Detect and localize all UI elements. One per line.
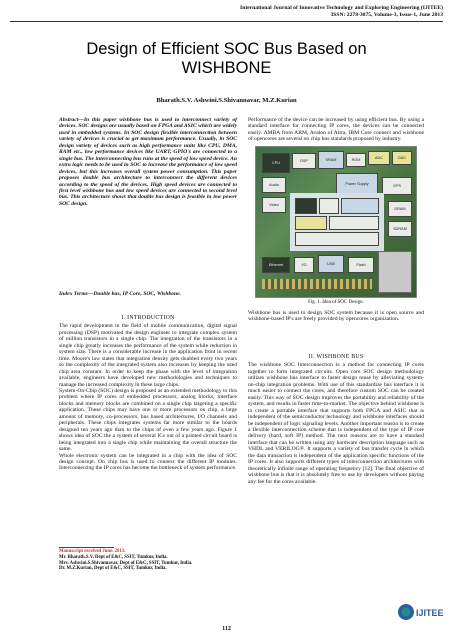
logo-text: IJITEE [416, 608, 444, 618]
author-affiliation-3: Dr. M.Z.Kurian, Dept of E&C, SSIT, Tumkur, India. [59, 566, 167, 572]
intro-paragraph-3: Whole electronic system can be integrated in a chip with the idea of SOC design concept. On chip bus is used to connect the different IP modules. Interconnecting the IP cores has become the bottleneck of system performance. [59, 452, 237, 472]
chip-cpu: CPU [262, 153, 290, 173]
title-line-2: WISHBONE [181, 59, 272, 77]
intro-paragraph-2: System-On-Chip (SOC) design is proposed as an extended methodology to this problem where IP cores of embedded processors, analog blocks, interface blocks and memory blocks are combined on a single chip targeting a specific application. These chips may have one or more processors on chip, a large amount of memory, co-processors, bus based architectures, I/O channels and peripherals. These chips integrates systems far more similar to the boards designed ten years ago than to the chips of even a few years ago. Figure 1 shows idea of SOC the a system of several ICs out of a printed circuit board is being integrated into a single chip while maintaining the overall structure the same. [59, 387, 237, 453]
chip-rom: ROM [346, 153, 366, 167]
chip-video: Video [262, 197, 286, 213]
inset-chip-dsp [319, 198, 339, 214]
soc-chip-inset [290, 193, 384, 251]
chip-dsp: DSP [292, 153, 316, 169]
inset-chip-bus [295, 232, 379, 246]
author-affiliation-1: Mr. Bharath.S.V, Dept of E&C, SSIT, Tumkur, India. [59, 554, 168, 560]
journal-issn: ISSN: 2278-3075, Volume-3, Issue-1, June 2013 [331, 12, 443, 18]
chip-flash: Flash [348, 257, 374, 273]
paper-title [40, 40, 413, 78]
inset-chip-memory [341, 198, 379, 214]
chip-dac: DAC [392, 151, 412, 165]
chip-ethernet: Ethernet [262, 257, 290, 273]
inset-chip-logic [329, 216, 379, 230]
chip-gps: GPS [382, 177, 412, 195]
intro-paragraph-1: The rapid development in the field of mobile communication, digital signal processing (DSP) motivated the design engineer to integrate complex system of million transistors in a single chip. The integration of the transistors in a single chip greatly increases the performance of the system while reduction in system size. There is a considerable increase in the application front in recent time. Moore's law states that integration density gets doubled every two years so the complexity of the integrated system also increases by keeping the used chip area constant. In order to keep the phase with the level of integration available, engineers have developed new methodologies and techniques to manage the increased complexity in these large chips. [59, 323, 237, 388]
abstract [59, 117, 237, 207]
right-column-wishbone-intro: Wishbone bus is used to design SOC system because it is open source and wishbone-based IP's are freely provided by opencores organization. [248, 310, 424, 323]
chip-dram: DRAM [388, 201, 412, 217]
footnote [59, 549, 259, 572]
index-terms-text: —Double bus, IP Core, SOC, Wishbone. [87, 291, 182, 297]
authors: Bharath.S.V. Ashwini.S.Shivannavar, M.Z.Kurian [156, 97, 297, 104]
chip-usb: USB [318, 255, 344, 273]
footnote-rule [59, 547, 114, 548]
journal-logo [397, 599, 445, 625]
chip-adc: ADC [368, 151, 390, 165]
abstract-text: —In this paper wishbone bus is used to interconnect variety of devices. SOC designs are usually based on FPGA and ASIC which are widely used in embedded systems. In SOC design flexible interconnection between variety of devices is crucial to get maximum performance. Usually, in SOC design variety of devices such as high performance units like CPU, DMA, RAM etc., low performance devices like UART, GPIO's are connected to a single bus. The interconnecting bus runs at the speed of low speed device. An extra logic needs to be used in SOC to increase the performance of low speed devices, but this increases overall system power consumption. This paper proposes double bus architecture to interconnect the different devices according to the speed of the devices. High speed devices are connected to first level wishbone bus and low speed devices are connected to second level bus. This architecture shows that double bus design is feasible in low power SOC design. [59, 117, 237, 207]
inset-chip-cpu [295, 198, 317, 214]
page-number: 112 [222, 626, 231, 632]
journal-name: International Journal of Innovative Technology and Exploring Engineering (IJITEE) [240, 5, 443, 11]
chip-power-supply: Power Supply [336, 173, 378, 195]
title-line-1: Design of Efficient SOC Bus Based on [86, 40, 367, 58]
wishbone-heading: II. WISHBONE BUS [308, 354, 364, 360]
author-affiliation-2: Mrs. Ashwini.S.Shivannavar, Dept of E&C, SSIT, Tumkur, India. [59, 560, 193, 566]
right-column-intro: Performance of the device can be increased by using efficient bus. By using a standard interface for connecting IP cores, the devices can be connected easily. AMBA from ARM, Avalon of Altra, IBM Core connect and wishbone of opencores are several on chip bus standards proposed by industry. [248, 117, 424, 143]
inset-chip-io [295, 216, 327, 230]
wishbone-paragraph: The wishbone SOC Interconnection is a method for connecting IP cores together to form integrated circuits. Open core SOC design methodology utilizes wishbone bus interface to faster design reuse by alleviating system-on-chip integration problems. With use of this standardize bus interface it is much easier to connect the cores, and therefore custom SOC can be created easily. This way of SOC design improves the portability and reliability of the system, and results in faster time-to-market. The objective behind wishbone is to create a portable interface that supports both FPGA and ASIC that is independent of the semiconductor technology and wishbone interfaces should be independent of logic signaling levels. Another important reason is to create a flexible interconnection scheme that is independent of the type of IP core delivery (hard, soft IP) method. The next reasons are to have a standard interface that can be written using any hardware description language such as VHDL and VERILOG®. It supports a variety of bus transfer cycle in which the data transaction is independent of the application specific functions of the IP cores. It also supports different types of interconnection architectures with theoretically infinite range of operating frequency [12]. The final objective of wishbone bus is that it is absolutely free to use by developers without paying any fee for the cores available. [248, 362, 424, 485]
chip-sdram: SDRAM [388, 221, 412, 237]
board-connector [378, 251, 412, 293]
introduction-section [59, 315, 237, 472]
board-pins [262, 279, 372, 289]
chip-io: I/O [294, 257, 314, 273]
soc-figure-image [255, 146, 417, 298]
wishbone-section [248, 354, 424, 485]
chip-audio: Audio [262, 177, 286, 193]
manuscript-received: Manuscript received June, 2013. [59, 549, 126, 554]
introduction-heading: I. INTRODUCTION [121, 315, 175, 321]
header-rule [10, 21, 443, 22]
figure-caption: Fig. 1. Idea of SOC Design. [308, 300, 364, 305]
index-terms-lead: Index Terms [59, 291, 88, 297]
abstract-lead: Abstract [59, 117, 79, 123]
index-terms [59, 291, 237, 297]
journal-header [0, 5, 453, 19]
chip-sram: SRAM [318, 151, 344, 169]
